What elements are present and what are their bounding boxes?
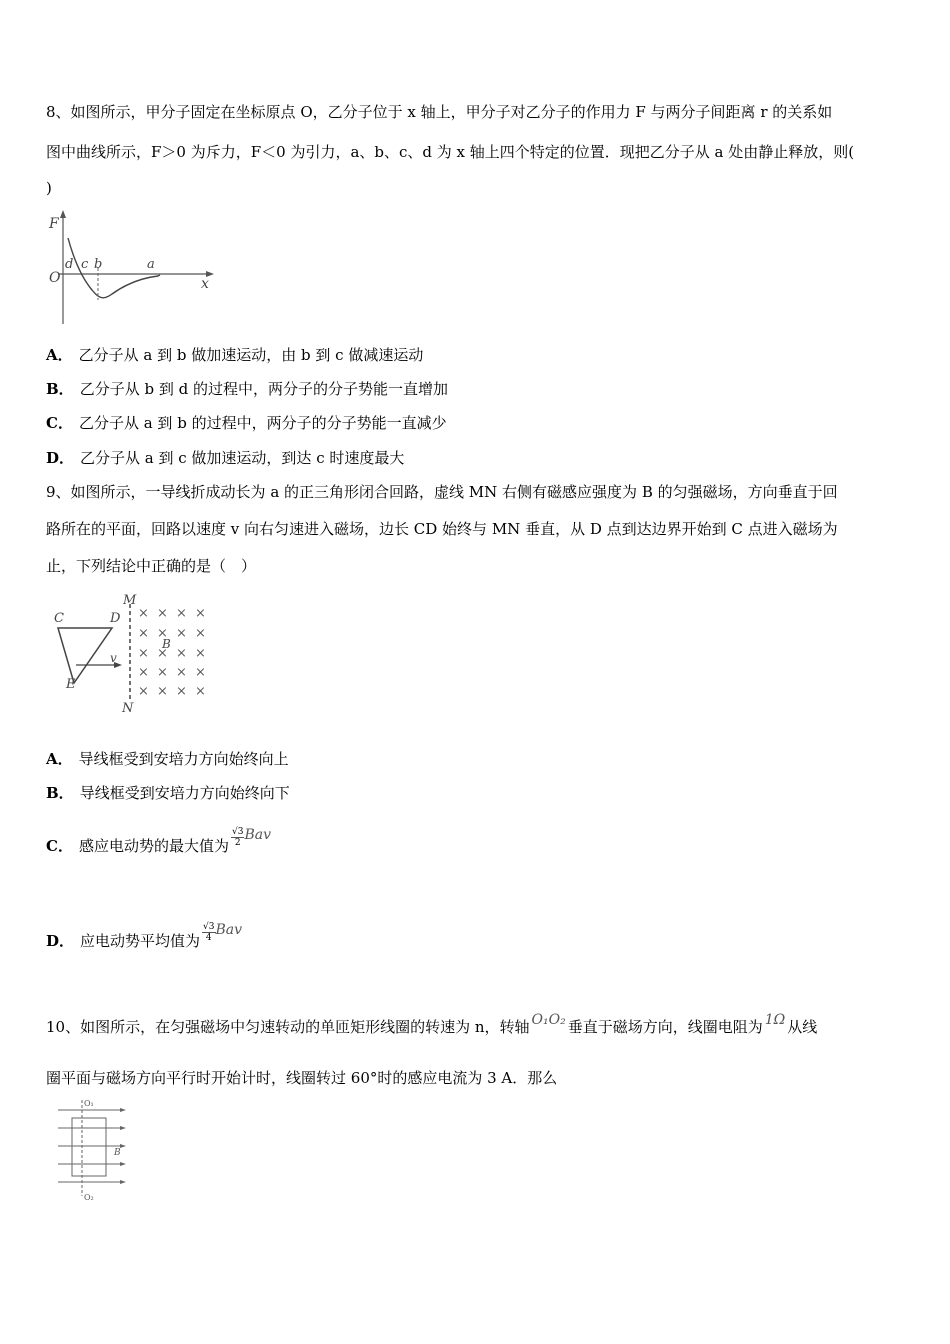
- q10-coil-field-figure: [56, 1096, 136, 1204]
- q9-label-c: C: [54, 611, 64, 626]
- svg-text:×: ×: [138, 646, 149, 661]
- q10-label-o1: O₁: [84, 1099, 94, 1108]
- svg-text:×: ×: [138, 626, 149, 641]
- q9-label-m: M: [123, 593, 137, 608]
- q10-resistance-formula: 1Ω: [764, 1012, 786, 1028]
- svg-text:×: ×: [195, 665, 206, 680]
- svg-text:×: ×: [157, 684, 168, 699]
- q8-point-a: a: [147, 257, 155, 272]
- svg-text:×: ×: [157, 665, 168, 680]
- svg-text:×: ×: [157, 646, 168, 661]
- svg-text:×: ×: [195, 606, 206, 621]
- svg-text:×: ×: [138, 684, 149, 699]
- q9-label-d: D: [110, 611, 121, 626]
- svg-text:×: ×: [176, 606, 187, 621]
- svg-text:×: ×: [195, 684, 206, 699]
- q9-option-a[interactable]: A． 导线框受到安培力方向始终向上: [46, 750, 289, 768]
- q9-label-n: N: [122, 701, 134, 715]
- q8-option-d[interactable]: D． 乙分子从 a 到 c 做加速运动，到达 c 时速度最大: [46, 449, 405, 467]
- q9-line-2: 路所在的平面，回路以速度 v 向右匀速进入磁场，边长 CD 始终与 MN 垂直，从 D 点到达边界开始到 C 点进入磁场为: [46, 520, 838, 538]
- svg-text:×: ×: [157, 606, 168, 621]
- q9-triangle-field-figure: [46, 590, 216, 715]
- q9-label-v: v: [110, 651, 117, 665]
- q8-line-1: 8、如图所示，甲分子固定在坐标原点 O，乙分子位于 x 轴上，甲分子对乙分子的作用力 F 与两分子间距离 r 的关系如: [46, 103, 833, 121]
- q9-label-b: B: [162, 637, 171, 651]
- q8-origin-label: O: [49, 270, 61, 286]
- q10-line-1: 10、如图所示，在匀强磁场中匀速转动的单匝矩形线圈的转速为 n，转轴 O₁O₂ 垂直于磁场方向，线圈电阻为 1Ω 从线: [46, 1012, 818, 1036]
- q9-option-c[interactable]: C． 感应电动势的最大值为 $\frac{√3}{2}$ Bav: [46, 826, 271, 855]
- q8-option-a[interactable]: A． 乙分子从 a 到 b 做加速运动，由 b 到 c 做减速运动: [46, 346, 424, 364]
- q8-point-d: d: [65, 257, 74, 272]
- q9-line-3: 止，下列结论中正确的是（ ）: [46, 557, 257, 575]
- q9-option-b[interactable]: B． 导线框受到安培力方向始终向下: [46, 784, 290, 802]
- q8-option-b[interactable]: B． 乙分子从 b 到 d 的过程中，两分子的分子势能一直增加: [46, 380, 448, 398]
- q8-point-b: b: [94, 257, 103, 272]
- q8-option-c[interactable]: C． 乙分子从 a 到 b 的过程中，两分子的分子势能一直减少: [46, 414, 447, 432]
- q8-line-3: ): [46, 179, 52, 197]
- svg-text:×: ×: [138, 665, 149, 680]
- svg-text:×: ×: [176, 646, 187, 661]
- q10-label-o2: O₂: [84, 1193, 94, 1202]
- svg-text:×: ×: [157, 626, 168, 641]
- q10-axis-formula: O₁O₂: [531, 1012, 566, 1028]
- svg-text:×: ×: [138, 606, 149, 621]
- svg-text:×: ×: [176, 626, 187, 641]
- q10-label-b: B: [114, 1148, 121, 1158]
- svg-text:×: ×: [195, 626, 206, 641]
- svg-text:×: ×: [195, 646, 206, 661]
- q10-line-2: 圈平面与磁场方向平行时开始计时，线圈转过 60°时的感应电流为 3 A．那么: [46, 1069, 558, 1087]
- q9-label-e: E: [66, 677, 76, 692]
- q9-option-c-fraction: $\frac{√3}{2}$: [231, 826, 244, 848]
- q9-line-1: 9、如图所示，一导线折成动长为 a 的正三角形闭合回路，虚线 MN 右侧有磁感应强度为 B 的匀强磁场，方向垂直于回: [46, 483, 838, 501]
- q8-force-curve-figure: [46, 208, 216, 328]
- q8-line-2: 图中曲线所示，F＞0 为斥力，F＜0 为引力，a、b、c、d 为 x 轴上四个特定的位置．现把乙分子从 a 处由静止释放，则(: [46, 143, 855, 161]
- q8-axis-f-label: F: [49, 216, 59, 232]
- svg-text:×: ×: [176, 665, 187, 680]
- q9-field-crosses: [138, 606, 206, 699]
- q9-option-d[interactable]: D． 应电动势平均值为 $\frac{√3}{4}$ Bav: [46, 921, 243, 950]
- q9-option-d-fraction: $\frac{√3}{4}$: [203, 921, 215, 943]
- q8-axis-x-label: x: [201, 276, 209, 292]
- q8-point-c: c: [81, 257, 89, 272]
- svg-text:×: ×: [176, 684, 187, 699]
